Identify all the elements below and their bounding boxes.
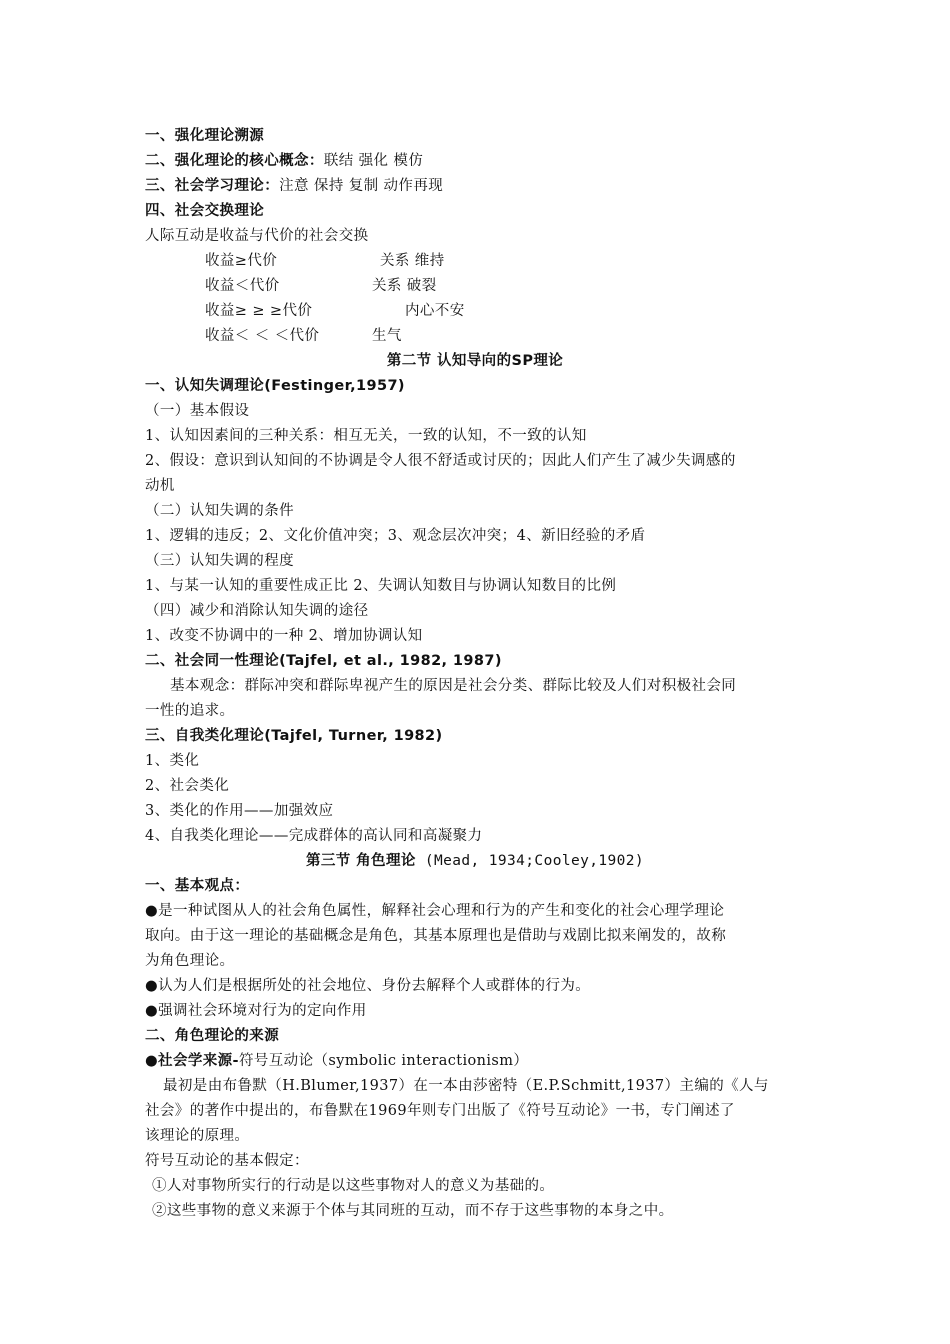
heading-self-categorization: 三、自我类化理论(Tajfel, Turner, 1982): [145, 728, 443, 744]
text-body: 认为人们是根据所处的社会地位、身份去解释个人或群体的行为。: [158, 978, 591, 994]
text-body: 强调社会环境对行为的定向作用: [158, 1003, 367, 1019]
list-item: 4、自我类化理论——完成群体的高认同和高凝聚力: [145, 828, 483, 844]
text-body: 是一种试图从人的社会角色属性，解释社会心理和行为的产生和变化的社会心理学理论: [158, 903, 725, 919]
paragraph-line: 为角色理论。: [145, 953, 235, 969]
paragraph-line: 基本观念：群际冲突和群际卑视产生的原因是社会分类、群际比较及人们对积极社会同: [170, 678, 737, 694]
text-body: 联结 强化 模仿: [323, 153, 424, 169]
heading-label: 三、社会学习理论：: [145, 178, 280, 194]
paragraph-line: 1、改变不协调中的一种 2、增加协调认知: [145, 628, 423, 644]
paragraph-line: 符号互动论的基本假定：: [145, 1153, 309, 1169]
paragraph-line: 该理论的原理。: [145, 1128, 250, 1144]
exchange-result: 生气: [372, 328, 402, 344]
section-title-role-theory: [0, 851, 950, 871]
exchange-result: 关系 维持: [380, 253, 445, 269]
section-title-citation: (Mead, 1934;Cooley,1902): [415, 853, 644, 869]
list-item: 3、类化的作用——加强效应: [145, 803, 334, 819]
text-body: 注意 保持 复制 动作再现: [279, 178, 444, 194]
paragraph-line: 动机: [145, 478, 175, 494]
list-item: 1、类化: [145, 753, 200, 769]
bullet-icon: ●: [145, 1003, 159, 1019]
exchange-condition: 收益＜代价: [205, 278, 280, 294]
numbered-item: ①人对事物所实行的行动是以这些事物对人的意义为基础的。: [152, 1178, 555, 1194]
list-item: 2、社会类化: [145, 778, 230, 794]
paragraph-line: 1、认知因素间的三种关系：相互无关，一致的认知，不一致的认知: [145, 428, 587, 444]
subheading: （一）基本假设: [145, 403, 250, 419]
exchange-condition: 收益≥ ≥ ≥代价: [205, 303, 313, 319]
exchange-condition: 收益＜ ＜ ＜代价: [205, 328, 320, 344]
exchange-condition: 收益≥代价: [205, 253, 278, 269]
reinforcement-core-concepts: [145, 151, 423, 171]
social-learning-theory: [145, 176, 443, 196]
section-title-text: 第三节 角色理论: [306, 853, 416, 869]
heading-basic-views: 一、基本观点：: [145, 878, 250, 894]
paragraph-line: 1、逻辑的违反；2、文化价值冲突；3、观念层次冲突；4、新旧经验的矛盾: [145, 528, 646, 544]
subheading: （三）认知失调的程度: [145, 553, 294, 569]
exchange-result: 关系 破裂: [372, 278, 437, 294]
paragraph-line: 最初是由布鲁默（H.Blumer,1937）在一本由莎密特（E.P.Schmitt,1937）主编的《人与: [163, 1078, 769, 1094]
text-body: 符号互动论（symbolic interactionism）: [238, 1053, 529, 1069]
subheading: （二）认知失调的条件: [145, 503, 294, 519]
heading-reinforcement-origin: 一、强化理论溯源: [145, 128, 265, 144]
bullet-paragraph: [145, 976, 590, 996]
heading-social-identity: 二、社会同一性理论(Tajfel, et al., 1982, 1987): [145, 653, 502, 669]
bullet-paragraph: [145, 1001, 367, 1021]
paragraph-line: 一性的追求。: [145, 703, 235, 719]
subheading: （四）减少和消除认知失调的途径: [145, 603, 369, 619]
bullet-paragraph: [145, 1051, 528, 1071]
heading-label: 二、强化理论的核心概念：: [145, 153, 324, 169]
heading-cognitive-dissonance: 一、认知失调理论(Festinger,1957): [145, 378, 405, 394]
exchange-result: 内心不安: [405, 303, 465, 319]
bullet-icon: ●: [145, 978, 159, 994]
paragraph-line: 1、与某一认知的重要性成正比 2、失调认知数目与协调认知数目的比例: [145, 578, 617, 594]
heading-social-exchange: 四、社会交换理论: [145, 203, 265, 219]
paragraph-line: 社会》的著作中提出的，布鲁默在1969年则专门出版了《符号互动论》一书，专门阐述了: [145, 1103, 735, 1119]
paragraph-line: 2、假设：意识到认知间的不协调是令人很不舒适或讨厌的；因此人们产生了减少失调感的: [145, 453, 736, 469]
paragraph-exchange-intro: 人际互动是收益与代价的社会交换: [145, 228, 369, 244]
paragraph-line: 取向。由于这一理论的基础概念是角色，其基本原理也是借助与戏剧比拟来阐发的，故称: [145, 928, 727, 944]
bullet-heading: ●社会学来源-: [145, 1053, 239, 1069]
bullet-icon: ●: [145, 903, 159, 919]
section-title-cognitive-sp: 第二节 认知导向的SP理论: [386, 353, 564, 369]
numbered-item: ②这些事物的意义来源于个体与其同班的互动，而不存于这些事物的本身之中。: [152, 1203, 674, 1219]
bullet-paragraph: [145, 901, 724, 921]
heading-role-theory-sources: 二、角色理论的来源: [145, 1028, 280, 1044]
